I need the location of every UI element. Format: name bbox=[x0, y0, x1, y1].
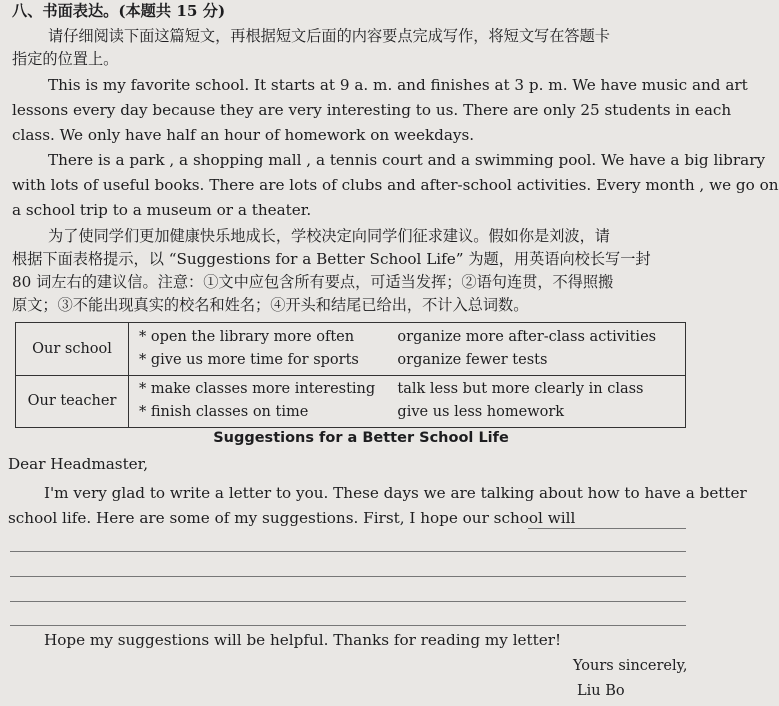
letter-opening-2: school life. Here are some of my suggestions. First, I hope our school will bbox=[8, 509, 576, 527]
instruction-line-1: 请仔细阅读下面这篇短文，再根据短文后面的内容要点完成写作，将短文写在答题卡 bbox=[48, 27, 610, 45]
bullet-text: give us more time for sports bbox=[150, 351, 359, 368]
passage-line-2: lessons every day because they are very interesting to us. There are only 25 students in each bbox=[12, 101, 732, 119]
task-line-4: 原文；③不能出现真实的校名和姓名；④开头和结尾已给出，不计入总词数。 bbox=[12, 296, 529, 314]
answer-line bbox=[10, 576, 686, 577]
letter-closing: Hope my suggestions will be helpful. Thanks for reading my letter! bbox=[44, 631, 562, 649]
task-line-2: 根据下面表格提示，以 “Suggestions for a Better School Life” 为题，用英语向校长写一封 bbox=[12, 250, 651, 268]
answer-line bbox=[10, 625, 686, 626]
row-category: Our school bbox=[16, 323, 129, 376]
row-items bbox=[129, 323, 686, 376]
bullet-text: make classes more interesting bbox=[150, 381, 376, 398]
answer-line bbox=[10, 601, 686, 602]
passage-line-5: with lots of useful books. There are lots of clubs and after-school activities. Every month , we go on bbox=[12, 176, 779, 194]
table-bullet bbox=[139, 326, 675, 349]
table-row bbox=[16, 323, 686, 376]
row-category: Our teacher bbox=[16, 375, 129, 428]
passage-line-3: class. We only have half an hour of homework on weekdays. bbox=[12, 126, 475, 144]
bullet-text: organize fewer tests bbox=[397, 351, 548, 368]
bullet-text: finish classes on time bbox=[150, 404, 309, 421]
answer-line bbox=[528, 528, 686, 529]
table-bullet bbox=[139, 349, 675, 372]
letter-sign-off: Yours sincerely, bbox=[573, 658, 688, 674]
letter-title: Suggestions for a Better School Life bbox=[213, 430, 509, 446]
passage-line-1: This is my favorite school. It starts at 9 a. m. and finishes at 3 p. m. We have music and art bbox=[48, 76, 748, 94]
answer-line bbox=[10, 551, 686, 552]
instruction-line-2: 指定的位置上。 bbox=[12, 50, 119, 68]
table-row bbox=[16, 375, 686, 428]
bullet-text: organize more after-class activities bbox=[397, 328, 657, 345]
passage-line-4: There is a park , a shopping mall , a tennis court and a swimming pool. We have a big library bbox=[48, 151, 766, 169]
table-bullet bbox=[139, 401, 675, 424]
bullet-text: talk less but more clearly in class bbox=[397, 381, 644, 398]
row-items bbox=[129, 375, 686, 428]
passage-line-6: a school trip to a museum or a theater. bbox=[12, 201, 312, 219]
table-bullet bbox=[139, 378, 675, 401]
bullet-text: open the library more often bbox=[150, 328, 355, 345]
letter-signature-name: Liu Bo bbox=[577, 683, 625, 699]
letter-greeting: Dear Headmaster, bbox=[8, 455, 149, 473]
suggestion-table bbox=[15, 322, 686, 428]
task-line-1: 为了使同学们更加健康快乐地成长，学校决定向同学们征求建议。假如你是刘波，请 bbox=[48, 227, 610, 245]
bullet-text: give us less homework bbox=[397, 404, 565, 421]
letter-opening-1: I'm very glad to write a letter to you. These days we are talking about how to have a better bbox=[44, 484, 747, 502]
section-heading: 八、书面表达。(本题共 15 分) bbox=[12, 2, 226, 20]
task-line-3: 80 词左右的建议信。注意：①文中应包含所有要点，可适当发挥；②语句连贯，不得照搬 bbox=[12, 273, 614, 291]
